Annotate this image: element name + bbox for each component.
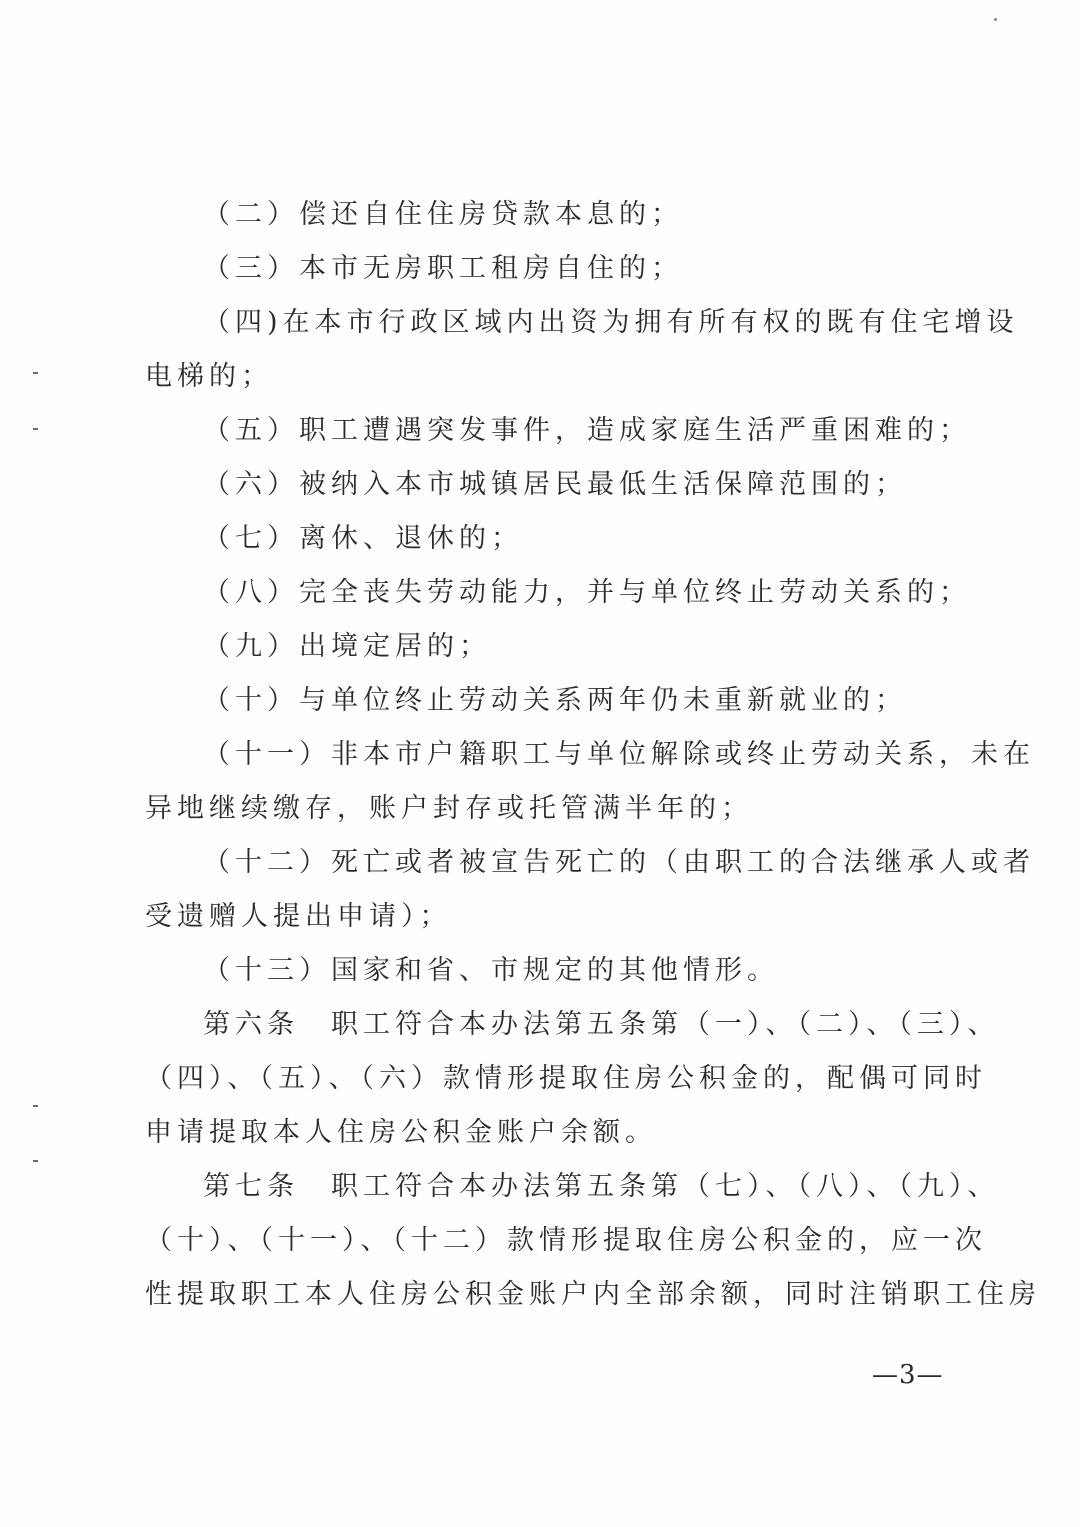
clause-item-4-continued: 电梯的； <box>145 361 273 392</box>
scan-speck <box>33 428 38 430</box>
clause-item-12-continued: 受遗赠人提出申请）； <box>145 901 452 932</box>
scan-speck <box>33 1105 38 1107</box>
clause-item-8: （八）完全丧失劳动能力，并与单位终止劳动关系的； <box>203 577 971 608</box>
scan-speck <box>994 18 997 21</box>
article-7: 第七条 职工符合本办法第五条第（七）、（八）、（九）、 <box>203 1171 1000 1202</box>
clause-item-9: （九）出境定居的； <box>203 631 491 662</box>
scan-speck <box>33 1160 38 1162</box>
clause-item-2: （二）偿还自住住房贷款本息的； <box>203 199 683 230</box>
clause-item-7: （七）离休、退休的； <box>203 523 523 554</box>
article-6-continued: 申请提取本人住房公积金账户余额。 <box>145 1117 657 1148</box>
clause-item-11-continued: 异地继续缴存，账户封存或托管满半年的； <box>145 793 753 824</box>
clause-item-11: （十一）非本市户籍职工与单位解除或终止劳动关系，未在 <box>203 739 1035 770</box>
clause-item-3: （三）本市无房职工租房自住的； <box>203 253 683 284</box>
clause-item-12: （十二）死亡或者被宣告死亡的（由职工的合法继承人或者 <box>203 847 1035 878</box>
article-7-continued: 性提取职工本人住房公积金账户内全部余额，同时注销职工住房 <box>145 1279 1041 1310</box>
article-6-continued: （四）、（五）、（六）款情形提取住房公积金的，配偶可同时 <box>145 1063 987 1094</box>
document-body <box>145 188 1041 1322</box>
clause-item-6: （六）被纳入本市城镇居民最低生活保障范围的； <box>203 469 907 500</box>
clause-item-10: （十）与单位终止劳动关系两年仍未重新就业的； <box>203 685 907 716</box>
clause-item-5: （五）职工遭遇突发事件，造成家庭生活严重困难的； <box>203 415 971 446</box>
clause-item-13: （十三）国家和省、市规定的其他情形。 <box>203 955 779 986</box>
page-number: —3— <box>872 1360 944 1390</box>
scan-speck <box>33 372 38 374</box>
article-7-continued: （十）、（十一）、（十二）款情形提取住房公积金的，应一次 <box>145 1225 987 1256</box>
article-6: 第六条 职工符合本办法第五条第（一）、（二）、（三）、 <box>203 1009 1000 1040</box>
clause-item-4: （四)在本市行政区域内出资为拥有所有权的既有住宅增设 <box>203 307 1019 338</box>
